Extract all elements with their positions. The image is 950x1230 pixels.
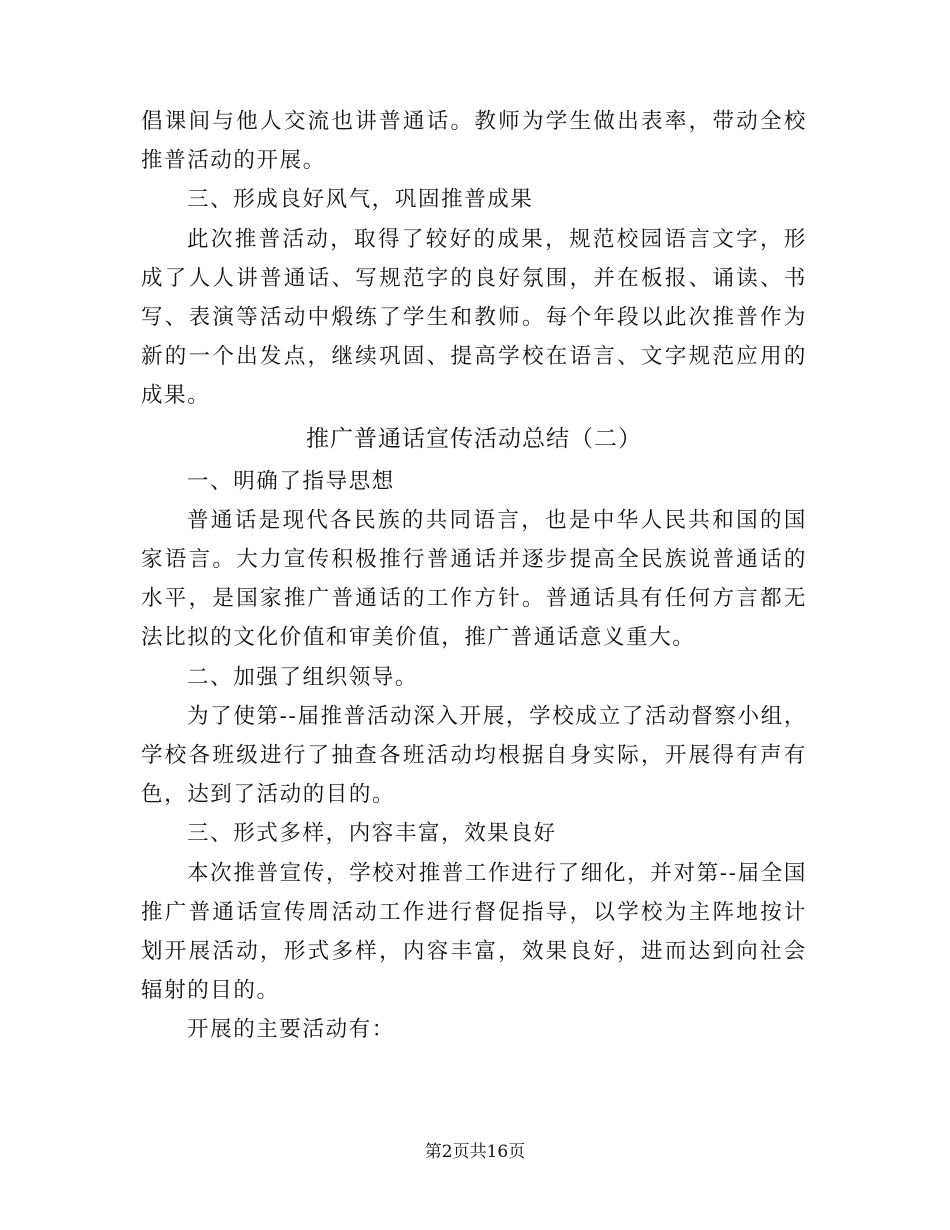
section-heading-3-first: 三、形成良好风气，巩固推普成果 [187,187,534,213]
section-heading-2: 二、加强了组织领导。 [187,664,419,690]
paragraph-activities: 本次推普宣传，学校对推普工作进行了细化，并对第--届全国推广普通话宣传周活动工作进行督促指导，以学校为主阵地按计划开展活动，形式多样，内容丰富，效果良好，进而达到向社会辐射的目的。 [141,860,807,1004]
paragraph-organization: 为了使第--届推普活动深入开展，学校成立了活动督察小组，学校各班级进行了抽查各班活动均根据自身实际，开展得有声有色，达到了活动的目的。 [141,703,807,808]
paragraph-continued: 倡课间与他人交流也讲普通话。教师为学生做出表率，带动全校推普活动的开展。 [141,109,807,174]
document-title: 推广普通话宣传活动总结（二） [306,425,642,452]
paragraph-main-activities: 开展的主要活动有： [187,1017,395,1043]
section-heading-3: 三、形式多样，内容丰富，效果良好 [187,821,557,847]
document-body [141,102,807,1050]
section-heading-1: 一、明确了指导思想 [187,468,395,494]
paragraph-guiding-thought: 普通话是现代各民族的共同语言，也是中华人民共和国的国家语言。大力宣传积极推行普通话并逐步提高全民族说普通话的水平，是国家推广普通话的工作方针。普通话具有任何方言都无法比拟的文化价值和审美价值，推广普通话意义重大。 [141,507,807,651]
paragraph-results: 此次推普活动，取得了较好的成果，规范校园语言文字，形成了人人讲普通话、写规范字的良好氛围，并在板报、诵读、书写、表演等活动中煅练了学生和教师。每个年段以此次推普作为新的一个出发点，继续巩固、提高学校在语言、文字规范应用的成果。 [141,226,807,409]
page-number: 第2页共16页 [424,1142,526,1162]
